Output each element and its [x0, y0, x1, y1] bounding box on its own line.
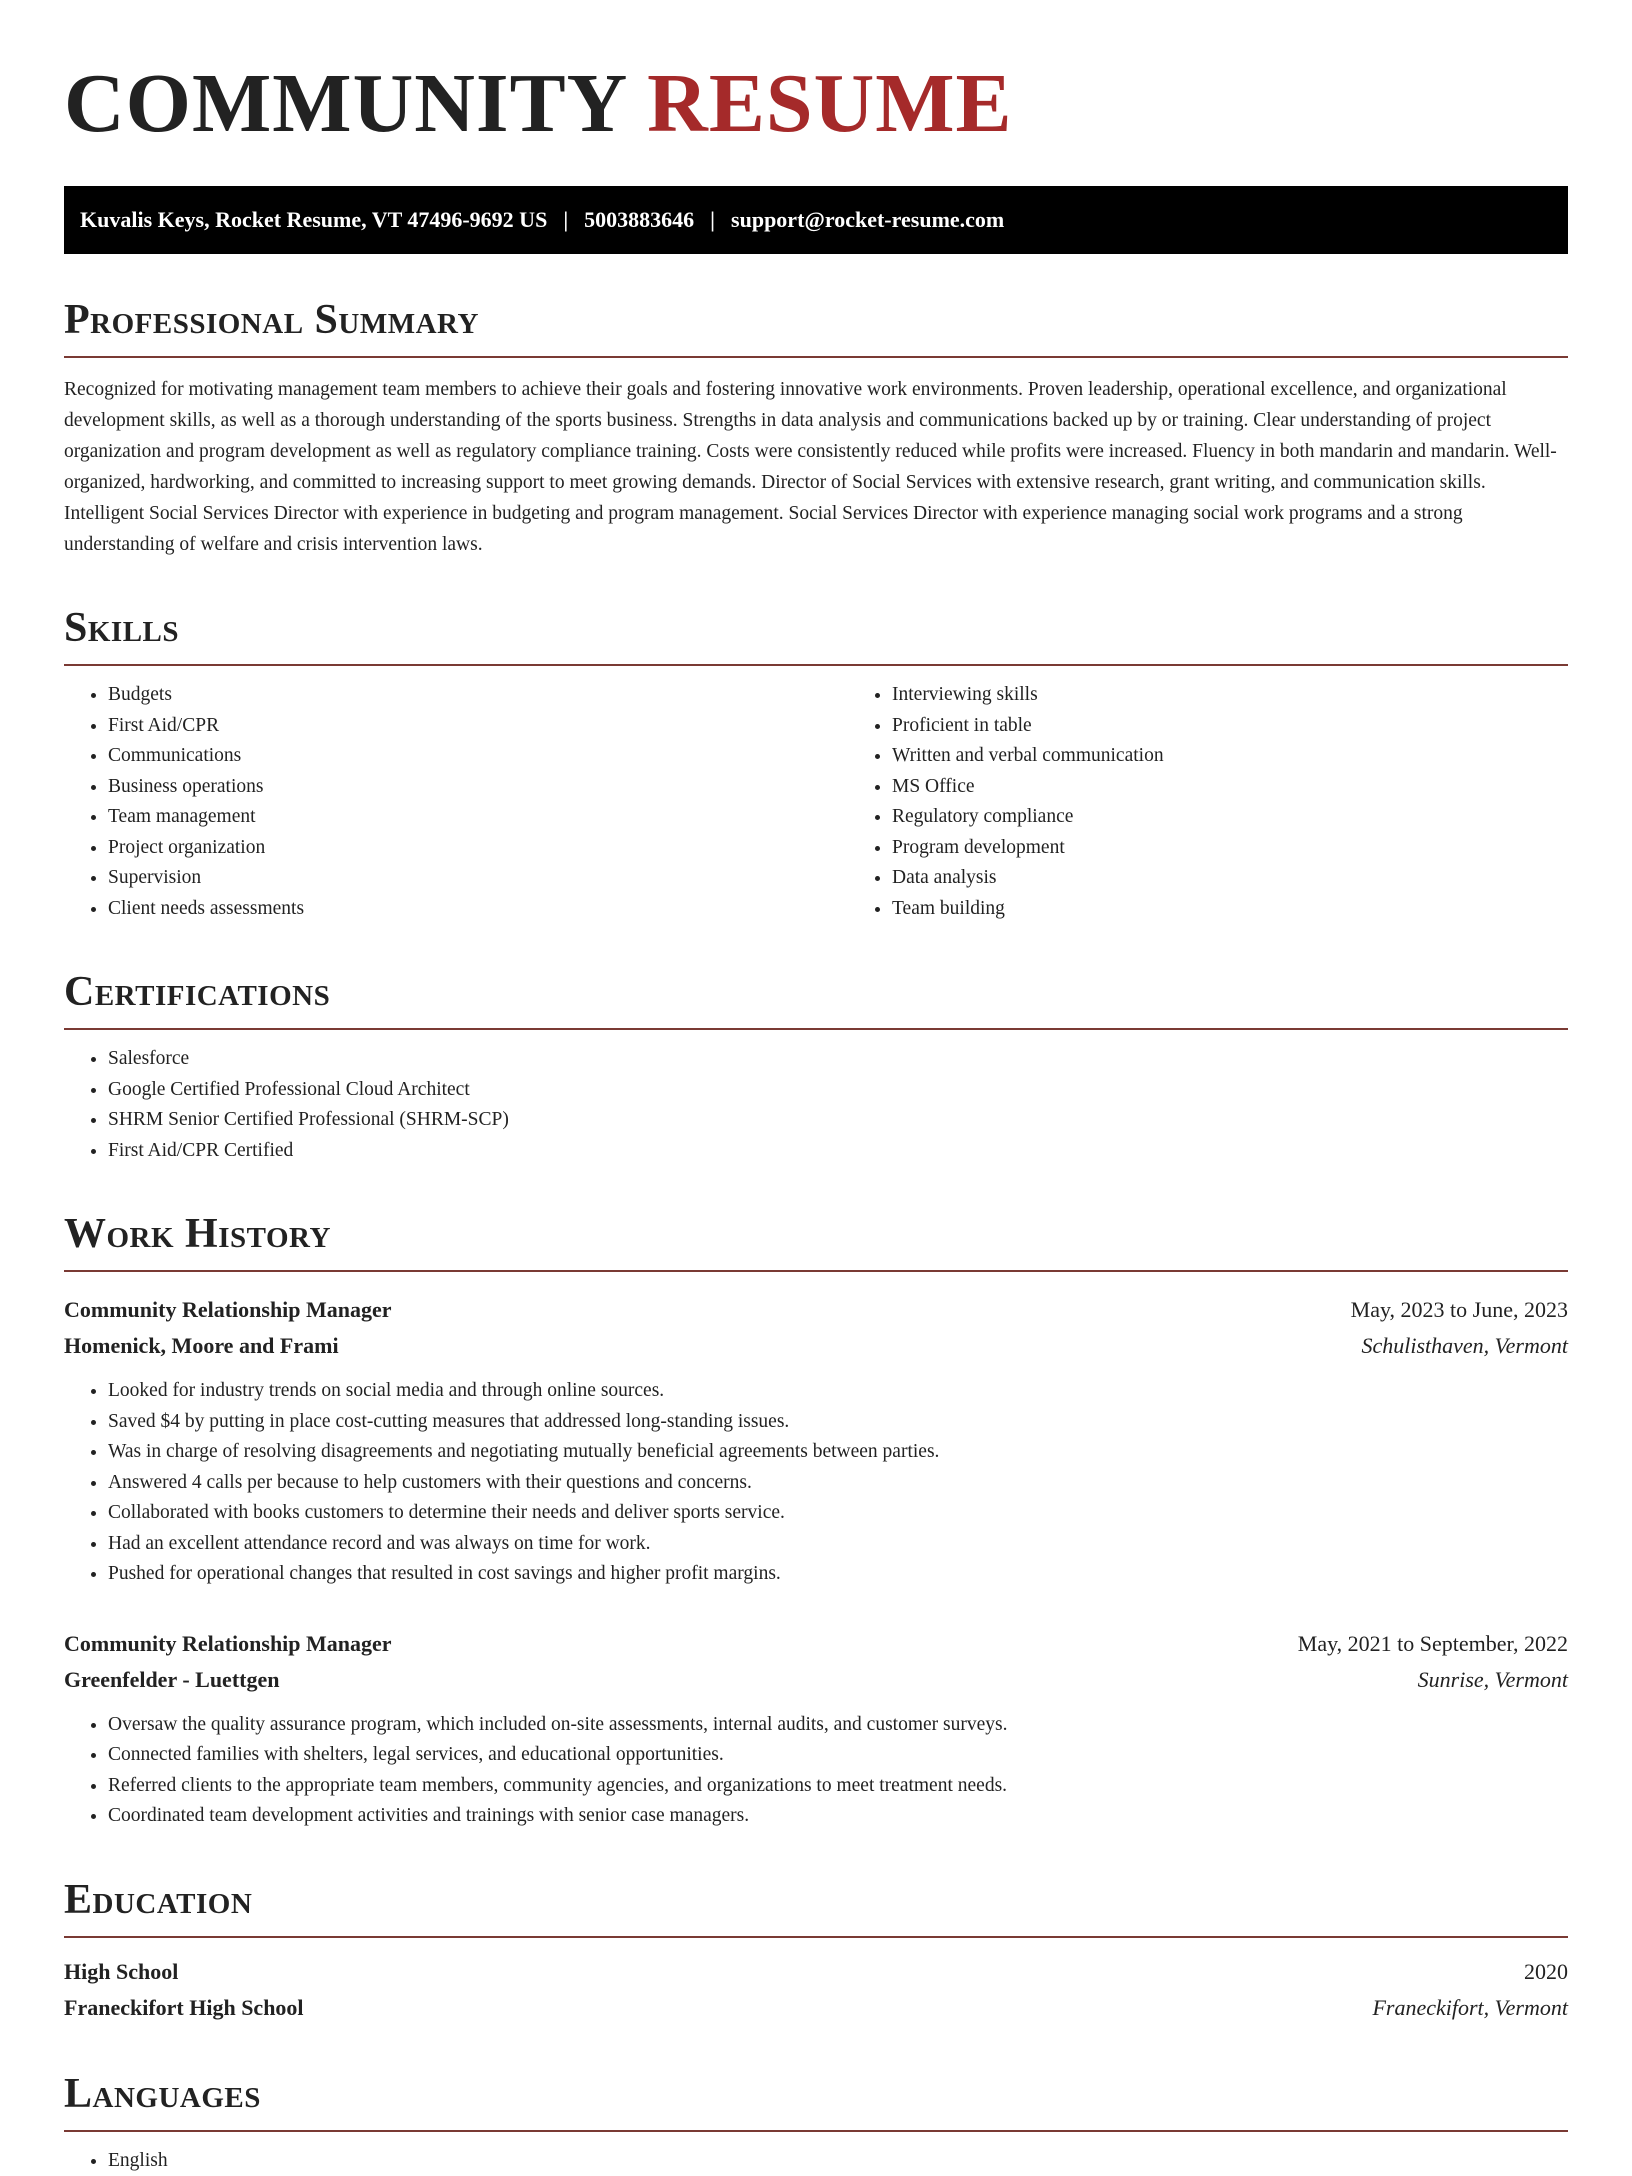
job-role: Community Relationship Manager [64, 1626, 392, 1662]
education-degree: High School [64, 1954, 178, 1990]
education-school: Franeckifort High School [64, 1990, 304, 2026]
job-dates: May, 2021 to September, 2022 [1298, 1626, 1568, 1662]
education-location: Franeckifort, Vermont [1372, 1990, 1568, 2026]
job-duty: • Pushed for operational changes that resulted in cost savings and higher profit margins. [108, 1559, 1568, 1590]
job-role: Community Relationship Manager [64, 1292, 392, 1328]
resume-name [64, 56, 1568, 152]
summary-text: Recognized for motivating management team members to achieve their goals and fostering innovative work environments. Proven leadership, operational excellence, and organizational development skills, as well as a thorough understanding of the sports business. Strengths in data analysis and communications backed up by or training. Clear understanding of project organization and program development as well as regulatory compliance training. Costs were consistently reduced while profits were increased. Fluency in both mandarin and mandarin. Well-organized, hardworking, and committed to increasing support to meet growing demands. Director of Social Services with extensive research, grant writing, and communication skills. Intelligent Social Services Director with experience in budgeting and program management. Social Services Director with experience managing social work programs and a strong understanding of welfare and crisis intervention laws. [64, 374, 1568, 560]
contact-separator: | [710, 207, 715, 233]
job-duty: • Coordinated team development activities and trainings with senior case managers. [108, 1801, 1568, 1832]
skills-column-right [848, 680, 1632, 924]
certification-item: • Salesforce [108, 1044, 1568, 1075]
work-history-heading: Work History [64, 1210, 1568, 1272]
skill-item: • Supervision [108, 863, 848, 894]
job-header-row [64, 1292, 1568, 1328]
skills-column-left [64, 680, 848, 924]
job-entry [64, 1292, 1568, 1590]
job-duty: • Referred clients to the appropriate team members, community agencies, and organizations to meet treatment needs. [108, 1771, 1568, 1802]
education-header-row [64, 1954, 1568, 1990]
job-duty: • Collaborated with books customers to determine their needs and deliver sports service. [108, 1498, 1568, 1529]
skills-list [64, 680, 1568, 924]
skill-item: • Client needs assessments [108, 894, 848, 925]
job-duty: • Answered 4 calls per because to help customers with their questions and concerns. [108, 1468, 1568, 1499]
skill-item: • Business operations [108, 772, 848, 803]
job-company-row [64, 1662, 1568, 1698]
contact-bar [64, 186, 1568, 254]
education-year: 2020 [1524, 1954, 1568, 1990]
job-company: Greenfelder - Luettgen [64, 1662, 279, 1698]
contact-phone: 5003883646 [584, 207, 694, 233]
name-part-1: COMMUNITY [64, 57, 625, 150]
skill-item: • Regulatory compliance [892, 802, 1632, 833]
job-company-row [64, 1328, 1568, 1364]
job-location: Sunrise, Vermont [1418, 1662, 1568, 1698]
skills-heading: Skills [64, 604, 1568, 666]
skill-item: • Proficient in table [892, 711, 1632, 742]
skill-item: • Data analysis [892, 863, 1632, 894]
certifications-heading: Certifications [64, 968, 1568, 1030]
skill-item: • Budgets [108, 680, 848, 711]
skill-item: • Program development [892, 833, 1632, 864]
job-company: Homenick, Moore and Frami [64, 1328, 339, 1364]
job-location: Schulisthaven, Vermont [1361, 1328, 1568, 1364]
job-duty: • Looked for industry trends on social media and through online sources. [108, 1376, 1568, 1407]
languages-list [64, 2146, 1568, 2176]
name-part-2: RESUME [647, 57, 1012, 150]
job-duty: • Had an excellent attendance record and was always on time for work. [108, 1529, 1568, 1560]
skill-item: • Team management [108, 802, 848, 833]
skill-item: • Interviewing skills [892, 680, 1632, 711]
certification-item: • Google Certified Professional Cloud Architect [108, 1075, 1568, 1106]
summary-heading: Professional Summary [64, 296, 1568, 358]
skill-item: • Team building [892, 894, 1632, 925]
job-dates: May, 2023 to June, 2023 [1351, 1292, 1568, 1328]
contact-email: support@rocket-resume.com [731, 207, 1004, 233]
certification-item: • SHRM Senior Certified Professional (SHRM-SCP) [108, 1105, 1568, 1136]
job-duty: • Connected families with shelters, legal services, and educational opportunities. [108, 1740, 1568, 1771]
certifications-list [64, 1044, 1568, 1166]
resume-page [0, 56, 1632, 2176]
contact-separator: | [563, 207, 568, 233]
skill-item: • Written and verbal communication [892, 741, 1632, 772]
skill-item: • First Aid/CPR [108, 711, 848, 742]
certification-item: • First Aid/CPR Certified [108, 1136, 1568, 1167]
contact-address: Kuvalis Keys, Rocket Resume, VT 47496-9692 US [80, 207, 547, 233]
education-heading: Education [64, 1876, 1568, 1938]
job-duties [64, 1376, 1568, 1590]
language-item: • English [108, 2146, 1568, 2176]
job-header-row [64, 1626, 1568, 1662]
education-school-row [64, 1990, 1568, 2026]
job-duty: • Oversaw the quality assurance program, which included on-site assessments, internal audits, and customer surveys. [108, 1710, 1568, 1741]
job-duty: • Was in charge of resolving disagreements and negotiating mutually beneficial agreements between parties. [108, 1437, 1568, 1468]
languages-heading: Languages [64, 2070, 1568, 2132]
job-duty: • Saved $4 by putting in place cost-cutting measures that addressed long-standing issues. [108, 1407, 1568, 1438]
skill-item: • MS Office [892, 772, 1632, 803]
skill-item: • Project organization [108, 833, 848, 864]
job-entry [64, 1626, 1568, 1832]
job-duties [64, 1710, 1568, 1832]
skill-item: • Communications [108, 741, 848, 772]
education-entry [64, 1954, 1568, 2026]
